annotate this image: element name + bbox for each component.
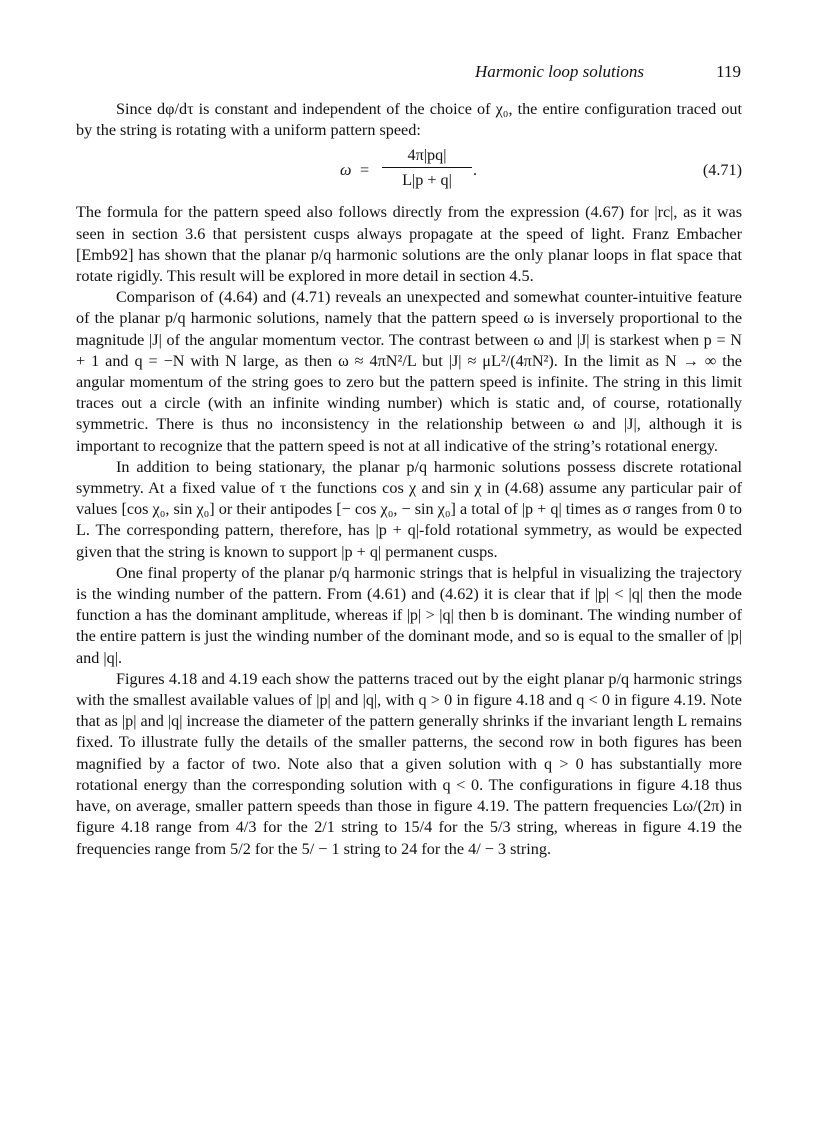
equation-4-71 bbox=[76, 144, 742, 200]
paragraph: In addition to being stationary, the planar p/q harmonic solutions possess discrete rotational symmetry. At a fixed value of τ the functions cos χ and sin χ in (4.68) assume any particular pair of values [cos χ₀, sin χ₀] or their antipodes [− cos χ₀, − sin χ₀] a total of |p + q| times as σ ranges from 0 to L. The corresponding pattern, therefore, has |p + q|-fold rotational symmetry, as would be expected given that the string is known to support |p + q| permanent cusps. bbox=[76, 457, 742, 561]
equation-denominator: L|p + q| bbox=[402, 171, 452, 190]
paragraph: One final property of the planar p/q harmonic strings that is helpful in visualizing the trajectory is the winding number of the pattern. From (4.61) and (4.62) it is clear that if |p| < |q| then the mode function a has the dominant amplitude, whereas if |p| > |q| then b is dominant. The winding number of the entire pattern is just the winding number of the dominant mode, and so is equal to the smaller of |p| and |q|. bbox=[76, 563, 742, 667]
paragraph: Figures 4.18 and 4.19 each show the patterns traced out by the eight planar p/q harmonic strings with the smallest available values of |p| and |q|, with q > 0 in figure 4.18 and q < 0 in figure 4.19. Note that as |p| and |q| increase the diameter of the pattern generally shrinks if the invariant length L remains fixed. To illustrate fully the details of the smaller patterns, the second row in both figures has been magnified by a factor of two. Note also that a given solution with q > 0 has substantially more rotational energy than the corresponding solution with q < 0. The configurations in figure 4.18 thus have, on average, smaller pattern speeds than those in figure 4.19. The pattern frequencies Lω/(2π) in figure 4.18 range from 4/3 for the 2/1 string to 15/4 for the 5/3 string, whereas in figure 4.19 the frequencies range from 5/2 for the 5/ − 1 string to 24 for the 4/ − 3 string. bbox=[76, 669, 742, 858]
paragraph: The formula for the pattern speed also follows directly from the expression (4.67) for |rc|, as it was seen in section 3.6 that persistent cusps always propagate at the speed of light. Franz Embacher [Emb92] has shown that the planar p/q harmonic solutions are the only planar loops in flat space that rotate rigidly. This result will be explored in more detail in section 4.5. bbox=[76, 203, 742, 286]
equation-fraction bbox=[382, 144, 472, 192]
paragraph: Comparison of (4.64) and (4.71) reveals an unexpected and somewhat counter-intuitive feature of the planar p/q harmonic solutions, namely that the pattern speed ω is inversely proportional to the magnitude |J| of the angular momentum vector. The contrast between ω and |J| is starkest when p = N + 1 and q = −N with N large, as then ω ≈ 4πN²/L but |J| ≈ μL²/(4πN²). In the limit as N → ∞ the angular momentum of the string goes to zero but the pattern speed is infinite. The string in this limit traces out a circle (with an infinite winding number) which is static and, of course, rotationally symmetric. There is thus no inconsistency in the relationship between ω and |J|, although it is important to recognize that the pattern speed is not at all indicative of the string’s rotational energy. bbox=[76, 288, 742, 455]
equation-trailing: . bbox=[473, 161, 478, 180]
equation-numerator: 4π|pq| bbox=[382, 144, 472, 168]
body-text bbox=[76, 99, 742, 860]
intro-paragraph: Since dφ/dτ is constant and independent of the choice of χ₀, the entire configuration traced out by the string is rotating with a uniform pattern speed: bbox=[76, 100, 742, 140]
equation-equals: = bbox=[360, 161, 370, 180]
equation-label: (4.71) bbox=[702, 161, 742, 180]
equation-lhs: ω bbox=[340, 161, 352, 180]
page-number: 119 bbox=[716, 62, 741, 81]
running-header bbox=[76, 62, 742, 84]
running-title: Harmonic loop solutions bbox=[474, 62, 644, 81]
